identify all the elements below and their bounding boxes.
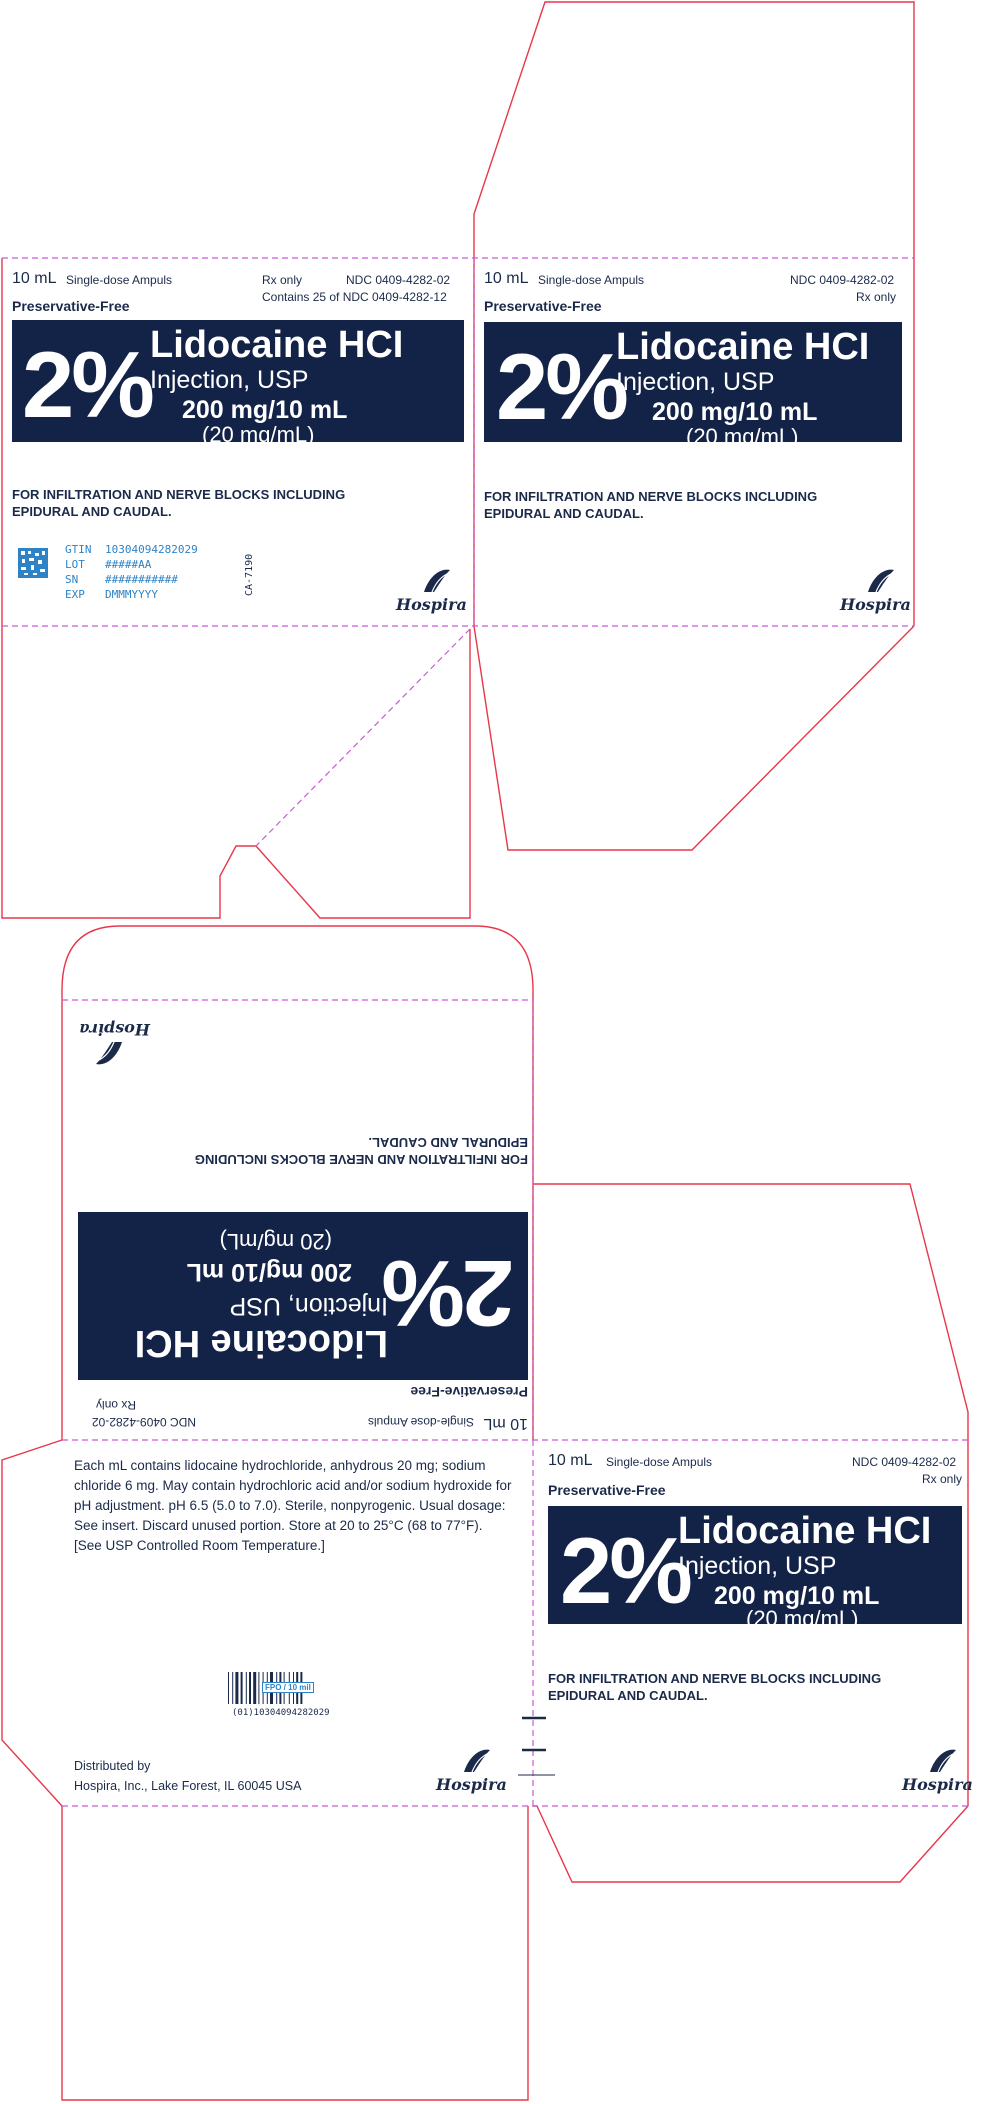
hospira-leaf-icon [866,568,896,594]
carton-code: CA-7190 [244,553,255,596]
preservative-free: Preservative-Free [548,1482,666,1498]
barcode-fpo-tag: FPO / 10 mil [262,1682,314,1693]
hospira-leaf-icon [94,1040,124,1066]
hospira-logo: Hospira [396,568,466,614]
percent-text: 2% [496,334,626,439]
percent-text: 2% [384,1241,514,1346]
barcode [228,1672,322,1704]
injection-text: Injection, USP [678,1552,837,1580]
front-panel-right [482,266,910,621]
barcode-bar [241,1672,243,1704]
indication-text: FOR INFILTRATION AND NERVE BLOCKS INCLUDING EPIDURAL AND CAUDAL. [484,489,818,521]
volume-text: 10 mL [12,270,57,287]
container-text: Single-dose Ampuls [367,1415,474,1429]
ndc-text: NDC 0409-4282-02 [790,273,895,287]
container-text: Single-dose Ampuls [66,273,173,287]
container-text: Single-dose Ampuls [606,1455,713,1469]
contains-text: Contains 25 of NDC 0409-4282-12 [262,290,447,304]
injection-text: Injection, USP [150,366,309,394]
barcode-number: (01)10304094282029 [232,1708,330,1718]
concentration-text: (20 mg/mL) [746,1606,859,1631]
preservative-free: Preservative-Free [12,298,130,314]
drug-name-box [548,1506,962,1631]
rx-only-text: Rx only [262,273,303,287]
hospira-logo: Hospira [436,1748,506,1794]
concentration-text: (20 mg/mL) [219,1229,332,1254]
drug-name: Lidocaine HCI [616,326,870,368]
ndc-text: NDC 0409-4282-02 [346,273,451,287]
concentration-text: (20 mg/mL) [202,422,315,447]
hospira-logo: Hospira [902,1748,972,1794]
strength-text: 200 mg/10 mL [652,398,818,426]
drug-name: Lidocaine HCI [134,1322,388,1364]
barcode-bar [246,1672,247,1704]
percent-text: 2% [22,332,152,437]
drug-name: Lidocaine HCI [150,324,404,366]
indication-text: FOR INFILTRATION AND NERVE BLOCKS INCLUDING EPIDURAL AND CAUDAL. [194,1135,528,1167]
hospira-logo: Hospira [840,568,910,614]
serialization-block: GTIN 10304094282029 LOT #####AA SN ########### EXP DMMMYYYY [65,543,198,601]
barcode-bar [249,1672,251,1704]
drug-name-box [78,1212,528,1380]
volume-text: 10 mL [548,1452,593,1469]
indication-text: FOR INFILTRATION AND NERVE BLOCKS INCLUDING EPIDURAL AND CAUDAL. [12,487,346,519]
volume-text: 10 mL [483,1415,528,1432]
drug-name: Lidocaine HCI [678,1510,932,1552]
preservative-free: Preservative-Free [410,1384,528,1400]
rx-only-text: Rx only [856,290,897,304]
drug-name-box [12,320,464,447]
hospira-leaf-icon [422,568,452,594]
indication-text: FOR INFILTRATION AND NERVE BLOCKS INCLUDING EPIDURAL AND CAUDAL. [548,1671,882,1703]
hospira-leaf-icon [462,1748,492,1774]
hospira-leaf-icon [928,1748,958,1774]
barcode-bar [258,1672,259,1704]
injection-text: Injection, USP [229,1292,388,1320]
preservative-free: Preservative-Free [484,298,602,314]
barcode-bar [235,1672,238,1704]
percent-text: 2% [560,1518,690,1623]
datamatrix-code [18,548,48,578]
container-text: Single-dose Ampuls [538,273,645,287]
strength-text: 200 mg/10 mL [186,1258,352,1286]
description-text: Each mL contains lidocaine hydrochloride, anhydrous 20 mg; sodium chloride 6 mg. May contain hydrochloric acid and/or sodium hydroxide for pH adjustment. pH 6.5 (5.0 to 7.0). Sterile, nonpyrogenic. Usual dosage: See insert. Discard unused portion. Store at 20 to 25°C (68 to 77°F). [See USP Controlled Room Temperature.] [74,1458,512,1553]
barcode-bar [232,1672,233,1704]
distributor-block: Distributed by Hospira, Inc., Lake Forest, IL 60045 USA [74,1759,302,1793]
ndc-text: NDC 0409-4282-02 [91,1415,196,1429]
concentration-text: (20 mg/mL) [686,424,799,449]
flipped-front-panel [66,1004,530,1436]
injection-text: Injection, USP [616,368,775,396]
rx-only-text: Rx only [922,1472,963,1486]
front-panel-lower-right [546,1444,973,1802]
barcode-bar [228,1672,229,1704]
strength-text: 200 mg/10 mL [182,396,348,424]
strength-text: 200 mg/10 mL [714,1582,880,1610]
ndc-text: NDC 0409-4282-02 [852,1455,957,1469]
barcode-bar [253,1672,256,1704]
drug-name-box [484,322,902,449]
hospira-logo: Hospira [80,1020,150,1066]
rx-only-text: Rx only [95,1398,136,1412]
front-panel-left [10,266,470,621]
back-panel [66,1444,528,1802]
volume-text: 10 mL [484,270,529,287]
